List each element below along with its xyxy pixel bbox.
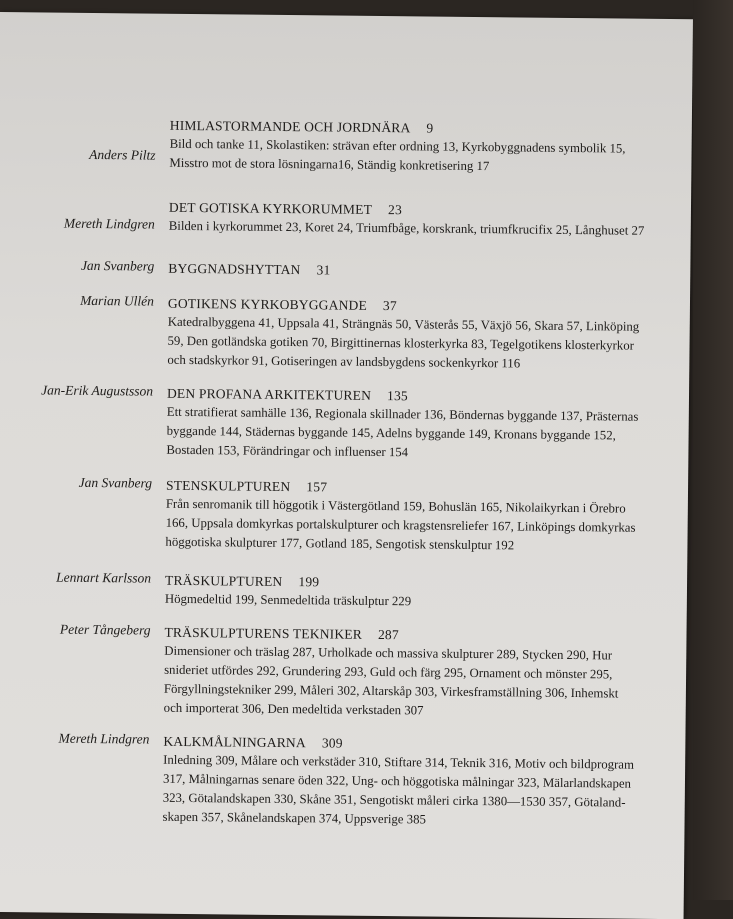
book-gutter-shadow — [693, 0, 733, 900]
toc-entry — [0, 621, 687, 718]
subsection-line: Förgyllningstekniker 299, Måleri 302, Altarskåp 303, Virkesframställning 306, Inhemskt — [163, 681, 619, 701]
author-name: Marian Ullén — [80, 292, 155, 309]
chapter-title-text: STENSKULPTUREN — [165, 477, 291, 495]
subsection-line: 59, Den gotländska gotiken 70, Birgittinernas klosterkyrka 83, Tegelgotikens klosterkyrkor — [167, 333, 634, 353]
chapter-title-text: KALKMÅLNINGARNA — [163, 733, 306, 751]
chapter-page-number: 9 — [426, 120, 434, 136]
chapter-page-number: 23 — [387, 202, 403, 218]
chapter-page-number: 157 — [306, 479, 328, 495]
author-name: Anders Piltz — [89, 146, 156, 163]
chapter-page-number: 37 — [382, 298, 397, 314]
author-name: Lennart Karlsson — [56, 569, 152, 586]
chapter-block — [166, 384, 687, 465]
toc-entry — [0, 257, 690, 278]
author-name: Jan Svanberg — [80, 257, 155, 274]
toc-entry — [0, 196, 691, 238]
chapter-block — [169, 198, 689, 241]
subsection-line: Bild och tanke 11, Skolastiken: strävan efter ordning 13, Kyrkobyggnadens symbolik 15, — [169, 136, 626, 156]
subsection-line: skapen 357, Skånelandskapen 374, Uppsverige 385 — [162, 809, 427, 827]
subsection-line: Katedralbyggena 41, Uppsala 41, Strängnäs 50, Västerås 55, Växjö 56, Skara 57, Linköping — [167, 314, 640, 334]
toc-entry — [0, 730, 685, 827]
chapter-title-text: BYGGNADSHYTTAN — [168, 260, 301, 278]
subsection-line: 166, Uppsala domkyrkas portalskulpturer och kragstensreliefer 167, Linköpings domkyrkas — [165, 515, 636, 535]
chapter-title-text: GOTIKENS KYRKOBYGGANDE — [167, 295, 368, 313]
chapter-page-number: 309 — [321, 735, 343, 751]
subsection-line: och importerat 306, Den medeltida verkstaden 307 — [163, 700, 424, 718]
author-name: Jan-Erik Augustsson — [41, 382, 154, 399]
subsection-line: höggotiska skulpturer 177, Gotland 185, Sengotisk stenskulptur 192 — [165, 534, 515, 553]
chapter-block — [165, 476, 686, 557]
chapter-block — [164, 623, 685, 723]
author-name: Mereth Lindgren — [58, 730, 150, 747]
toc-entry — [0, 474, 688, 553]
author-name: Mereth Lindgren — [63, 215, 155, 232]
subsection-line: Högmedeltid 199, Senmedeltida träskulptur 229 — [164, 591, 412, 609]
chapter-page-number: 135 — [386, 388, 409, 404]
subsection-line: 317, Målningarnas senare öden 322, Ung- och höggotiska målningar 323, Mälarlandskapen — [162, 771, 632, 791]
chapter-title-text: DET GOTISKA KYRKORUMMET — [168, 199, 373, 217]
subsection-line: och stadskyrkor 91, Gotiseringen av landsbygdens sockenkyrkor 116 — [167, 352, 521, 371]
chapter-title-text: HIMLASTORMANDE OCH JORDNÄRA — [169, 117, 411, 136]
subsection-line: Dimensioner och träslag 287, Urholkade och massiva skulpturer 289, Stycken 290, Hur — [164, 643, 613, 663]
chapter-title-text: DEN PROFANA ARKITEKTUREN — [166, 385, 372, 403]
chapter-title-text: TRÄSKULPTUREN — [164, 572, 283, 589]
subsection-line: snideriet utfördes 292, Grundering 293, Guld och färg 295, Ornament och mönster 295, — [164, 662, 613, 682]
subsection-line: Inledning 309, Målare och verkstäder 310, Stiftare 314, Teknik 316, Motiv och bildprogram — [163, 752, 635, 772]
chapter-page-number: 31 — [316, 262, 331, 278]
chapter-title-text: TRÄSKULPTURENS TEKNIKER — [164, 624, 363, 642]
toc-entry — [0, 569, 687, 609]
chapter-block — [162, 732, 683, 832]
subsection-line: Ett stratifierat samhälle 136, Regionala skillnader 136, Böndernas byggande 137, Prästernas — [166, 404, 639, 424]
chapter-title — [168, 259, 688, 283]
toc-entry — [0, 114, 692, 174]
subsection-line: Bostaden 153, Förändringar och influenser 154 — [166, 442, 409, 460]
author-name: Jan Svanberg — [78, 474, 153, 491]
chapter-block — [168, 259, 688, 283]
book-page — [0, 12, 693, 919]
subsection-line: byggande 144, Städernas byggande 145, Adelns byggande 149, Kronans byggande 152, — [166, 423, 616, 443]
author-name: Peter Tångeberg — [59, 621, 151, 638]
chapter-block — [169, 116, 690, 178]
subsection-line: Misstro mot de stora lösningarna16, Ständig konkretisering 17 — [169, 155, 490, 174]
subsection-line: 323, Götalandskapen 330, Skåne 351, Sengotiskt måleri cirka 1380—1530 357, Götaland- — [162, 790, 626, 810]
toc-entry — [0, 382, 689, 460]
subsection-line: Bilden i kyrkorummet 23, Koret 24, Triumfbåge, korskrank, triumfkrucifix 25, Långhuset 27 — [168, 218, 645, 238]
toc-entry — [0, 292, 690, 371]
chapter-page-number: 199 — [298, 574, 320, 590]
chapter-block — [165, 571, 685, 614]
chapter-block — [167, 294, 688, 375]
chapter-page-number: 287 — [377, 626, 399, 643]
subsection-line: Från senromanik till höggotik i Västergötland 159, Bohuslän 165, Nikolaikyrkan i Örebro — [165, 496, 626, 516]
